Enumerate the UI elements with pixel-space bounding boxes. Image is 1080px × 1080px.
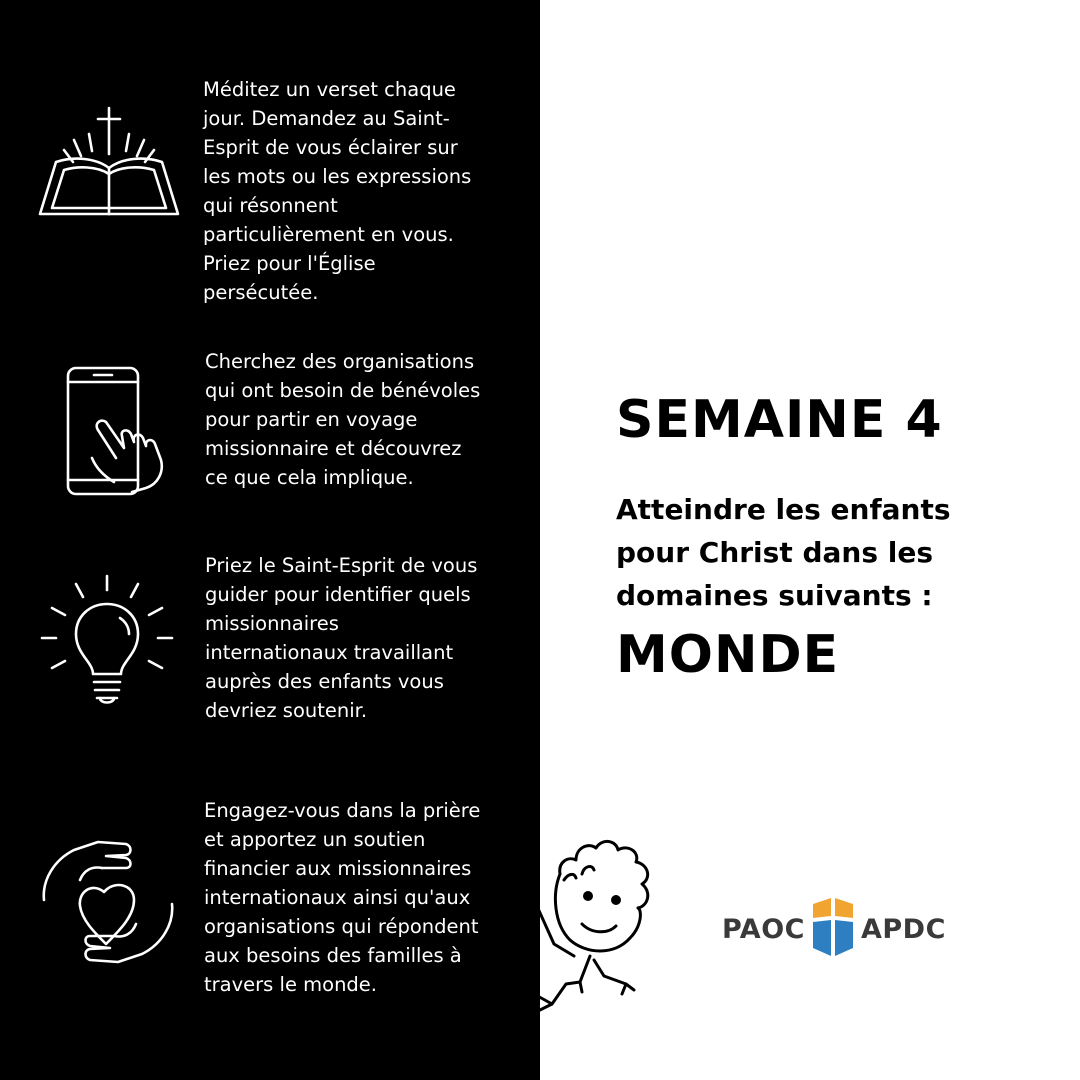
logo-text-right: APDC: [860, 913, 946, 945]
bible-cross-icon: [34, 104, 184, 220]
item-text-4: Engagez-vous dans la prière et apportez un soutien financier aux missionnaires internationaux ainsi qu'aux organisations qui répondent aux besoins des familles à travers le monde.: [204, 799, 481, 996]
item-text-1: Méditez un verset chaque jour. Demandez au Saint- Esprit de vous éclairer sur les mots ou les expressions qui résonnent particulièrement en vous. Priez pour l'Église persécutée.: [203, 78, 472, 304]
hands-heart-icon: [40, 836, 176, 968]
week-title: SEMAINE 4: [616, 390, 943, 450]
item-text-2: Cherchez des organisations qui ont besoin de bénévoles pour partir en voyage missionnaire et découvrez ce que cela implique.: [205, 350, 481, 489]
item-text-3: Priez le Saint-Esprit de vous guider pour identifier quels missionnaires internationaux travaillant auprès des enfants vous devriez soutenir.: [205, 554, 478, 722]
subtitle: Atteindre les enfants pour Christ dans les domaines suivants :: [616, 493, 951, 612]
logo-text-left: PAOC: [722, 913, 805, 945]
region-title: MONDE: [616, 625, 840, 685]
lightbulb-icon: [40, 574, 174, 710]
smartphone-touch-icon: [62, 362, 170, 498]
logo-mark-icon: [811, 896, 855, 962]
child-doodle: [530, 834, 670, 1018]
paoc-apdc-logo: [722, 898, 946, 960]
